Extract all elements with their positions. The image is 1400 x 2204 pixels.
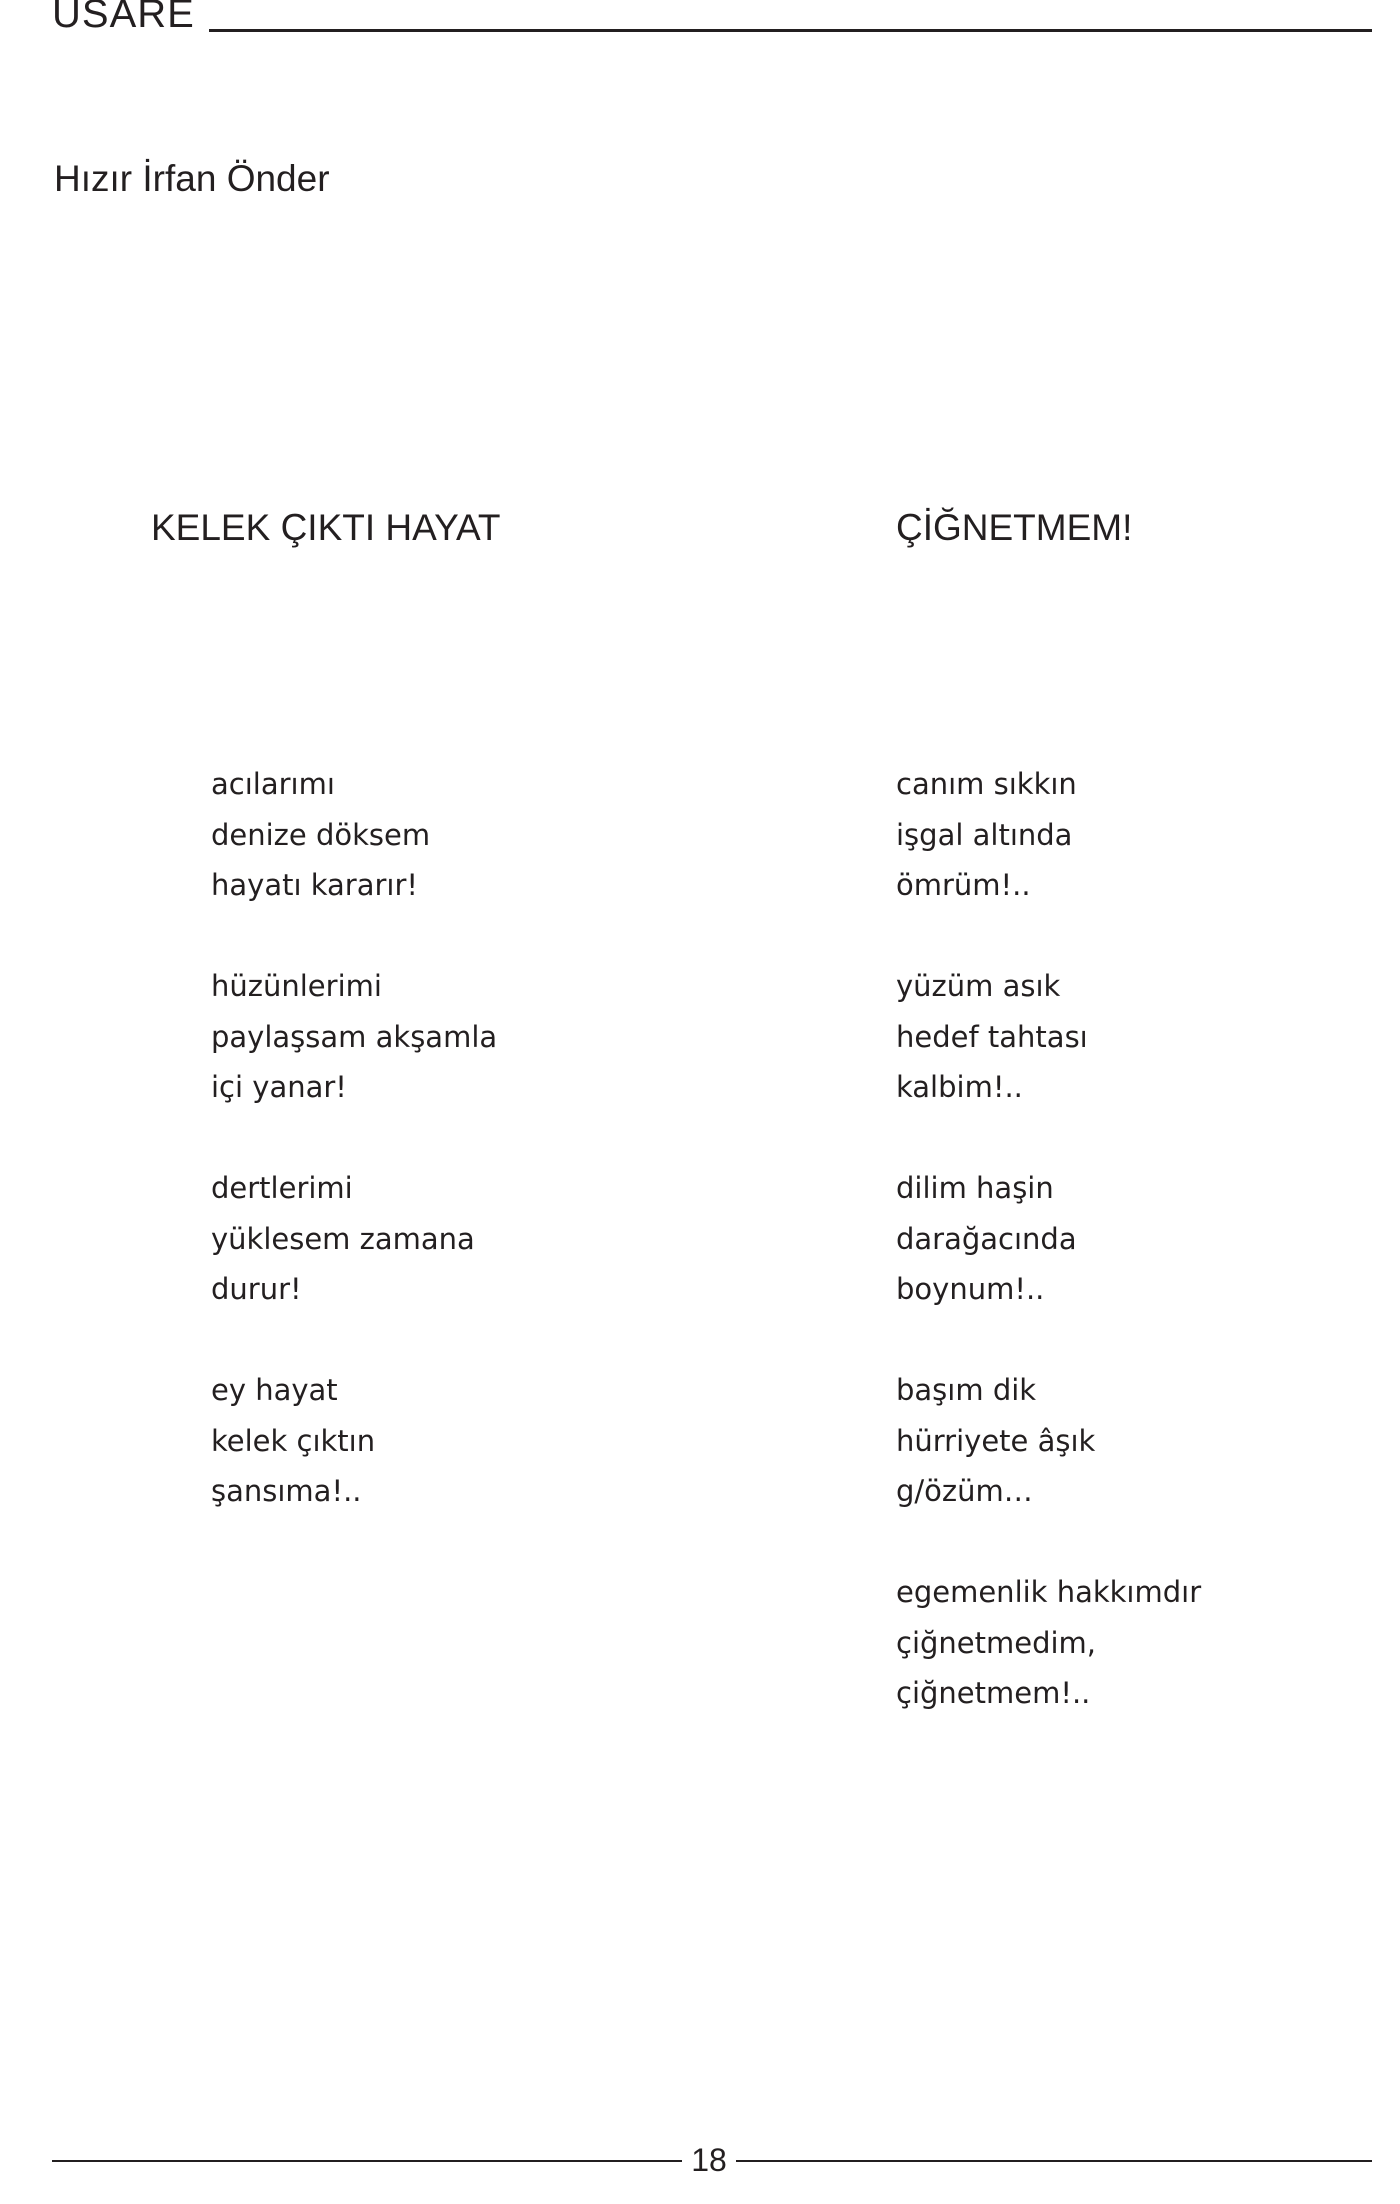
page-footer xyxy=(52,2140,1372,2180)
page-number: 18 xyxy=(691,2142,727,2178)
verse-line: yüklesem zamana xyxy=(211,1221,475,1256)
header-rule xyxy=(209,29,1372,32)
verse-line: çiğnetmem!.. xyxy=(896,1676,1091,1710)
verse-line: başım dik xyxy=(896,1373,1037,1407)
verse-line: hürriyete âşık xyxy=(896,1423,1096,1458)
verse-line: hayatı kararır! xyxy=(211,868,419,902)
stanza xyxy=(211,759,497,911)
verse-line: boynum!.. xyxy=(896,1272,1045,1306)
verse-line: içi yanar! xyxy=(211,1070,347,1104)
verse-line: şansıma!.. xyxy=(211,1474,362,1508)
verse-line: ey hayat xyxy=(211,1373,338,1407)
journal-name: USARE xyxy=(52,0,195,36)
stanza xyxy=(211,961,497,1113)
poem-title-kelek-cikti-hayat: KELEK ÇIKTI HAYAT xyxy=(151,507,501,548)
stanza xyxy=(896,961,1201,1113)
verse-line: denize döksem xyxy=(211,817,431,852)
stanza xyxy=(896,1163,1201,1315)
stanza xyxy=(896,1365,1201,1517)
stanza xyxy=(211,1163,497,1315)
verse-line: hüzünlerimi xyxy=(211,969,382,1003)
verse-line: paylaşsam akşamla xyxy=(211,1019,498,1054)
poem-cignetmem xyxy=(896,759,1201,1719)
stanza xyxy=(896,759,1201,911)
author-name: Hızır İrfan Önder xyxy=(54,158,330,199)
verse-line: darağacında xyxy=(896,1221,1077,1256)
verse-line: canım sıkkın xyxy=(896,767,1077,801)
poem-kelek-cikti-hayat xyxy=(211,759,497,1517)
stanza xyxy=(896,1567,1201,1719)
footer-rule-right xyxy=(736,2160,1372,2162)
poem-title-cignetmem: ÇİĞNETMEM! xyxy=(896,507,1133,548)
verse-line: acılarımı xyxy=(211,767,335,801)
journal-header xyxy=(52,0,1372,40)
verse-line: ömrüm!.. xyxy=(896,868,1031,902)
verse-line: yüzüm asık xyxy=(896,969,1061,1003)
stanza xyxy=(211,1365,497,1517)
verse-line: g/özüm… xyxy=(896,1474,1033,1508)
verse-line: dertlerimi xyxy=(211,1171,353,1205)
verse-line: kalbim!.. xyxy=(896,1070,1023,1104)
verse-line: çiğnetmedim, xyxy=(896,1625,1097,1660)
verse-line: dilim haşin xyxy=(896,1171,1054,1205)
verse-line: hedef tahtası xyxy=(896,1019,1088,1054)
verse-line: durur! xyxy=(211,1272,302,1306)
verse-line: kelek çıktın xyxy=(211,1423,376,1458)
verse-line: işgal altında xyxy=(896,817,1073,852)
verse-line: egemenlik hakkımdır xyxy=(896,1575,1202,1609)
footer-rule-left xyxy=(52,2160,682,2162)
